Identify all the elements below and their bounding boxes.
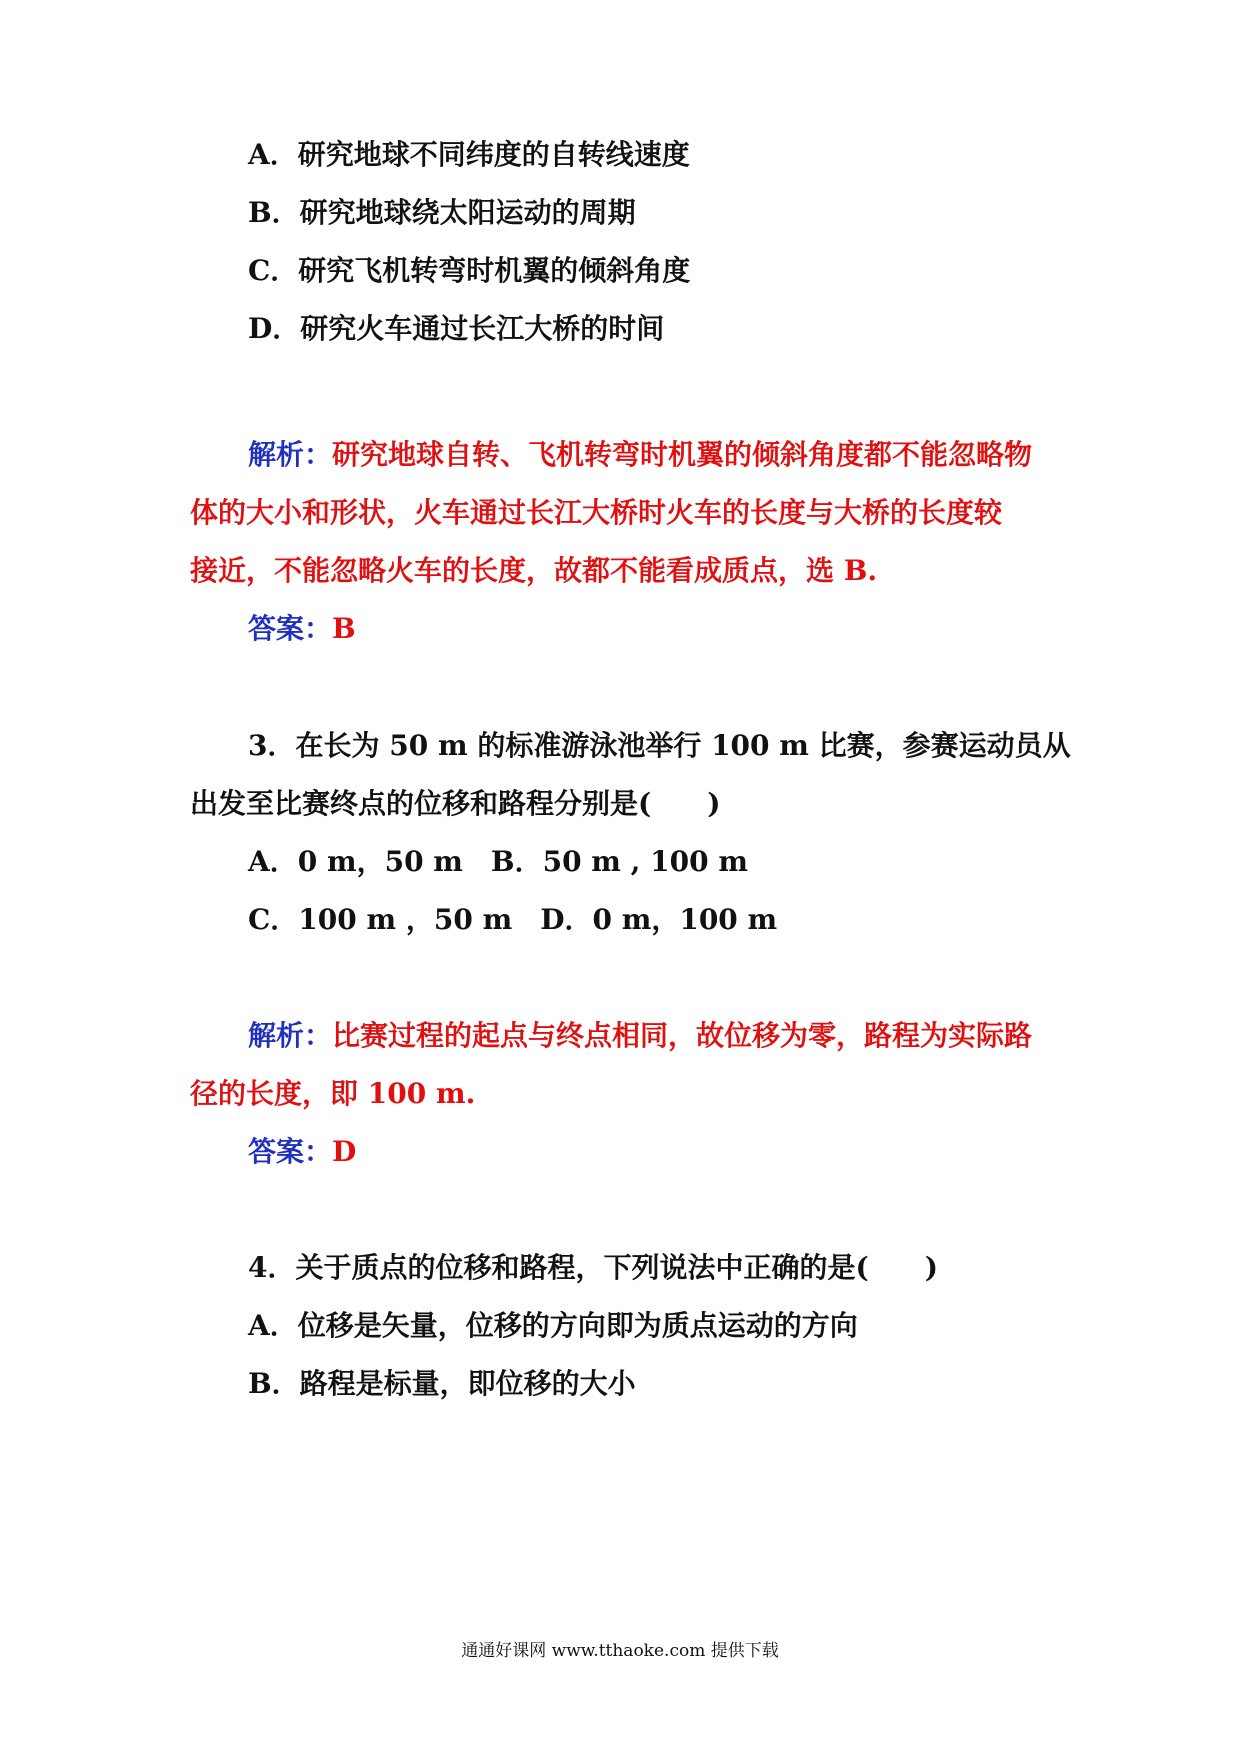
- q3-stem-line1: 3．在长为 50 m 的标准游泳池举行 100 m 比赛，参赛运动员从: [248, 729, 1071, 762]
- footer-source: 通通好课网 www.tthaoke.com 提供下载: [461, 1641, 779, 1661]
- answer-label: 答案：: [248, 1135, 333, 1168]
- q3-answer: [248, 1132, 356, 1172]
- option-label: A．: [248, 1309, 298, 1342]
- analysis-label: 解析：: [248, 438, 333, 471]
- analysis-label: 解析：: [248, 1019, 333, 1052]
- option-text: 研究火车通过长江大桥的时间: [300, 312, 665, 345]
- q3-analysis-line1: [248, 1016, 1032, 1056]
- q2-option-b: [248, 193, 636, 233]
- q3-options-row1: A．0 m，50 m B．50 m , 100 m: [248, 845, 748, 878]
- option-text: 研究地球不同纬度的自转线速度: [297, 138, 690, 171]
- q2-option-c: [248, 251, 690, 291]
- option-text: 位移是矢量，位移的方向即为质点运动的方向: [297, 1309, 858, 1342]
- option-label: B．: [248, 196, 300, 229]
- q3-options-row2: C．100 m ，50 m D．0 m，100 m: [248, 903, 778, 936]
- option-label: D．: [248, 312, 301, 345]
- option-text: 研究飞机转弯时机翼的倾斜角度: [298, 254, 691, 287]
- answer-value: D: [332, 1135, 357, 1168]
- q3-stem-line2: 出发至比赛终点的位移和路程分别是( ): [190, 787, 721, 820]
- option-text: 研究地球绕太阳运动的周期: [299, 196, 636, 229]
- q2-option-a: [248, 135, 690, 175]
- option-text: 路程是标量，即位移的大小: [299, 1367, 636, 1400]
- option-label: B．: [248, 1367, 300, 1400]
- q2-option-d: [248, 309, 664, 349]
- answer-label: 答案：: [248, 612, 333, 645]
- q2-answer: [248, 609, 356, 649]
- q4-option-b: [248, 1364, 636, 1404]
- q2-analysis-line3: 接近，不能忽略火车的长度，故都不能看成质点，选 B.: [190, 554, 878, 587]
- option-label: C．: [248, 254, 299, 287]
- q4-option-a: [248, 1306, 858, 1346]
- q4-stem: 4．关于质点的位移和路程，下列说法中正确的是( ): [248, 1251, 938, 1284]
- q3-analysis-line2: 径的长度，即 100 m.: [190, 1077, 476, 1110]
- q2-analysis-line1: [248, 435, 1032, 475]
- analysis-text: 比赛过程的起点与终点相同，故位移为零，路程为实际路: [332, 1019, 1033, 1052]
- answer-value: B: [332, 612, 356, 645]
- analysis-text: 研究地球自转、飞机转弯时机翼的倾斜角度都不能忽略物: [332, 438, 1033, 471]
- q2-analysis-line2: 体的大小和形状，火车通过长江大桥时火车的长度与大桥的长度较: [190, 496, 1003, 529]
- option-label: A．: [248, 138, 298, 171]
